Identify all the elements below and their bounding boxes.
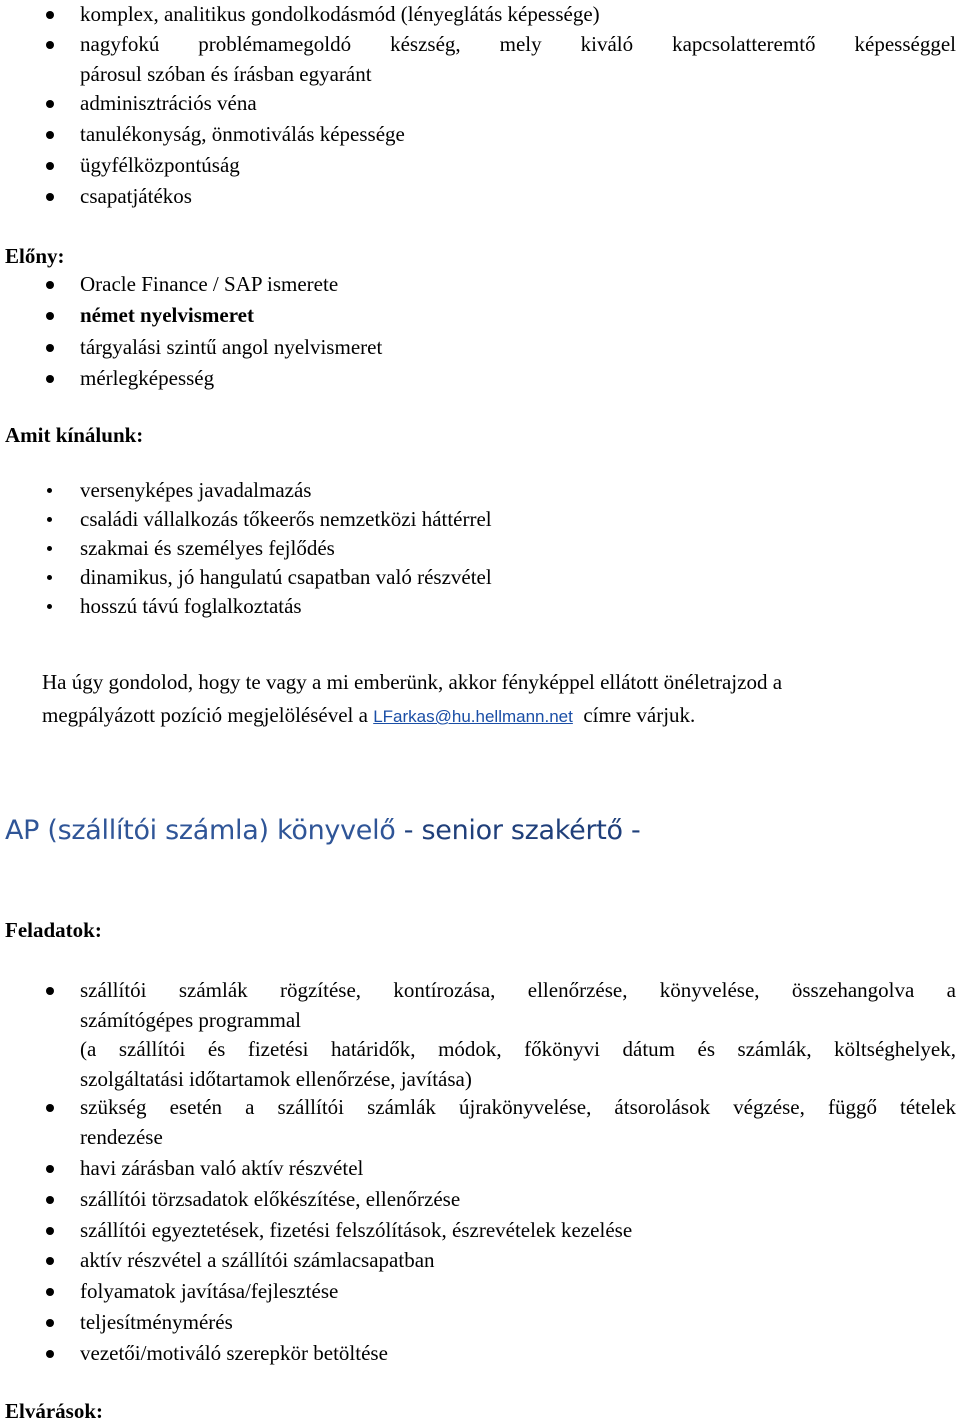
bullet-icon (46, 312, 54, 320)
bullet-icon (47, 546, 52, 551)
bullet-icon (46, 193, 54, 201)
list-item: adminisztrációs véna (80, 89, 956, 119)
bullet-icon (46, 281, 54, 289)
job-title: AP (szállítói számla) könyvelő - senior szakértő - (5, 815, 641, 846)
bullet-icon (46, 162, 54, 170)
bullet-icon (47, 604, 52, 609)
bullet-icon (46, 1319, 54, 1327)
list-item: dinamikus, jó hangulatú csapatban való részvétel (80, 563, 956, 593)
list-item: szállítói számlák rögzítése, kontírozása, ellenőrzése, könyvelése, összehangolva a számítógépes programmal (a szállítói és fizetési határidők, módok, főkönyvi dátum és számlák, költséghelyek, szolgáltatási időtartamok ellenőrzése, javítása) (80, 976, 956, 1094)
list-item: teljesítménymérés (80, 1308, 956, 1338)
bullet-icon (46, 344, 54, 352)
bullet-icon (47, 575, 52, 580)
list-item: Oracle Finance / SAP ismerete (80, 270, 956, 300)
list-item: aktív részvétel a szállítói számlacsapatban (80, 1246, 956, 1276)
section-heading-kinalunk: Amit kínálunk: (5, 423, 144, 447)
list-item: szállítói egyeztetések, fizetési felszólítások, észrevételek kezelése (80, 1216, 956, 1246)
application-paragraph: Ha úgy gondolod, hogy te vagy a mi emberünk, akkor fényképpel ellátott önéletrajzod a megpályázott pozíció megjelölésével a LFarkas@hu.hellmann.net címre várjuk. (42, 670, 783, 727)
bullet-icon (47, 488, 52, 493)
list-item: havi zárásban való aktív részvétel (80, 1154, 956, 1184)
bullet-icon (46, 131, 54, 139)
bullet-icon (46, 100, 54, 108)
section-heading-elony: Előny: (5, 244, 65, 268)
list-item: szükség esetén a szállítói számlák újrakönyvelése, átsorolások végzése, függő tételek rendezése (80, 1093, 956, 1152)
bullet-icon (46, 1288, 54, 1296)
list-item: tárgyalási szintű angol nyelvismeret (80, 333, 956, 363)
bullet-icon (47, 517, 52, 522)
bullet-icon (46, 11, 54, 19)
list-item: szállítói törzsadatok előkészítése, ellenőrzése (80, 1185, 956, 1215)
list-item: folyamatok javítása/fejlesztése (80, 1277, 956, 1307)
list-item: versenyképes javadalmazás (80, 476, 956, 506)
bullet-icon (46, 1165, 54, 1173)
section-heading-elvarasok: Elvárások: (5, 1399, 104, 1423)
list-item: szakmai és személyes fejlődés (80, 534, 956, 564)
list-item: csapatjátékos (80, 182, 956, 212)
bullet-icon (46, 1227, 54, 1235)
list-item: családi vállalkozás tőkeerős nemzetközi háttérrel (80, 505, 956, 535)
bullet-icon (46, 375, 54, 383)
bullet-icon (46, 987, 54, 995)
list-item: hosszú távú foglalkoztatás (80, 592, 956, 622)
list-item: mérlegképesség (80, 364, 956, 394)
list-item: vezetői/motiváló szerepkör betöltése (80, 1339, 956, 1369)
list-item: komplex, analitikus gondolkodásmód (lényeglátás képessége) (80, 0, 956, 30)
email-link[interactable]: LFarkas@hu.hellmann.net (373, 707, 573, 726)
list-item: német nyelvismeret (80, 301, 956, 331)
bullet-icon (46, 41, 54, 49)
section-heading-feladatok: Feladatok: (5, 918, 102, 942)
bullet-icon (46, 1350, 54, 1358)
list-item: ügyfélközpontúság (80, 151, 956, 181)
bullet-icon (46, 1196, 54, 1204)
list-item: tanulékonyság, önmotiválás képessége (80, 120, 956, 150)
list-item: nagyfokú problémamegoldó készség, mely kiváló kapcsolatteremtő képességgel párosul szóban és írásban egyaránt (80, 30, 956, 89)
bullet-icon (46, 1257, 54, 1265)
bullet-icon (46, 1104, 54, 1112)
